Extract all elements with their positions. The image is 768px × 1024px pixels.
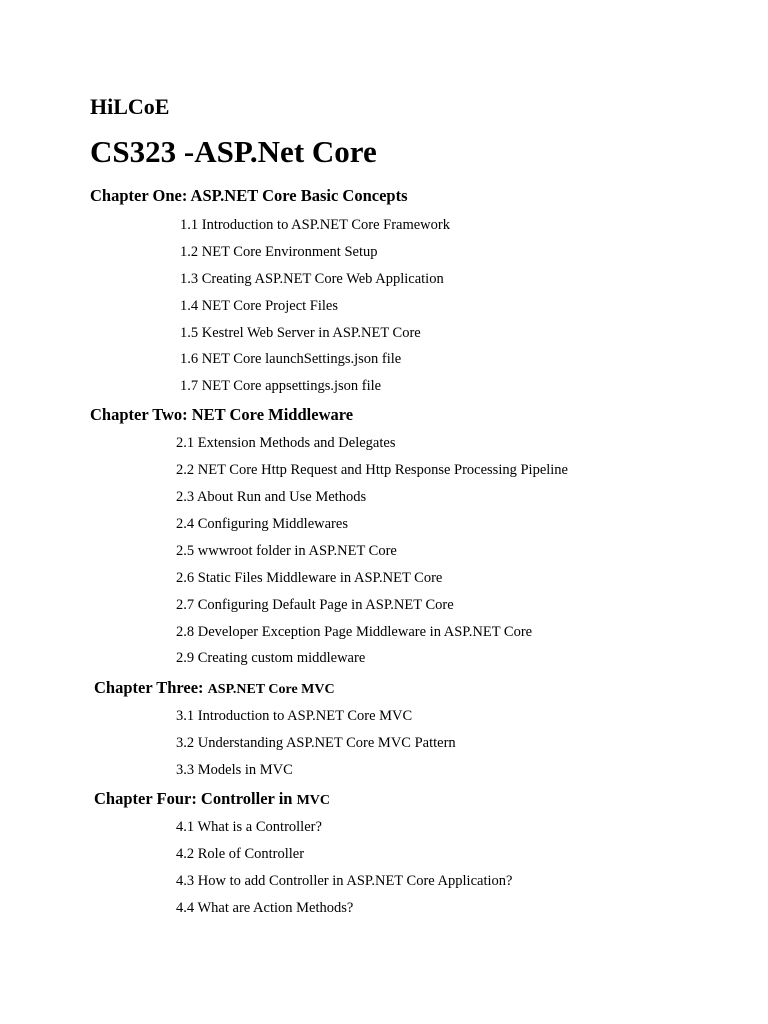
chapter-four-suffix: MVC (296, 793, 331, 808)
toc-item: 2.6 Static Files Middleware in ASP.NET Core (176, 570, 443, 586)
chapter-three-heading (94, 678, 335, 698)
toc-item: 4.3 How to add Controller in ASP.NET Core Application? (176, 873, 513, 889)
toc-item: 3.2 Understanding ASP.NET Core MVC Pattern (176, 735, 456, 751)
toc-item: 4.2 Role of Controller (176, 846, 305, 862)
toc-item: 2.1 Extension Methods and Delegates (176, 435, 396, 451)
organization-name: HiLCoE (90, 94, 170, 119)
toc-item: 2.5 wwwroot folder in ASP.NET Core (176, 543, 397, 559)
chapter-one-heading: Chapter One: ASP.NET Core Basic Concepts (90, 186, 408, 205)
toc-item: 1.1 Introduction to ASP.NET Core Framework (180, 217, 450, 233)
toc-item: 1.2 NET Core Environment Setup (180, 244, 378, 260)
toc-item: 1.3 Creating ASP.NET Core Web Application (180, 271, 444, 287)
toc-item: 2.8 Developer Exception Page Middleware in ASP.NET Core (176, 624, 533, 640)
toc-item: 2.4 Configuring Middlewares (176, 516, 348, 532)
chapter-four-heading (94, 789, 330, 809)
course-title: CS323 -ASP.Net Core (90, 134, 377, 169)
toc-item: 4.1 What is a Controller? (176, 819, 322, 835)
chapter-two-heading: Chapter Two: NET Core Middleware (90, 405, 354, 424)
toc-item: 3.1 Introduction to ASP.NET Core MVC (176, 708, 413, 724)
toc-item: 2.3 About Run and Use Methods (176, 489, 367, 505)
toc-item: 4.4 What are Action Methods? (176, 900, 354, 916)
toc-item: 2.2 NET Core Http Request and Http Response Processing Pipeline (176, 462, 568, 478)
toc-item: 1.7 NET Core appsettings.json file (180, 378, 382, 394)
chapter-three-suffix: ASP.NET Core MVC (207, 682, 335, 697)
toc-item: 2.9 Creating custom middleware (176, 650, 366, 666)
toc-item: 3.3 Models in MVC (176, 762, 293, 778)
chapter-four-prefix: Chapter Four: Controller in (94, 789, 297, 808)
toc-item: 1.6 NET Core launchSettings.json file (180, 351, 402, 367)
toc-item: 1.5 Kestrel Web Server in ASP.NET Core (180, 325, 421, 341)
chapter-three-prefix: Chapter Three: (94, 678, 208, 697)
toc-item: 2.7 Configuring Default Page in ASP.NET Core (176, 597, 454, 613)
toc-item: 1.4 NET Core Project Files (180, 298, 339, 314)
